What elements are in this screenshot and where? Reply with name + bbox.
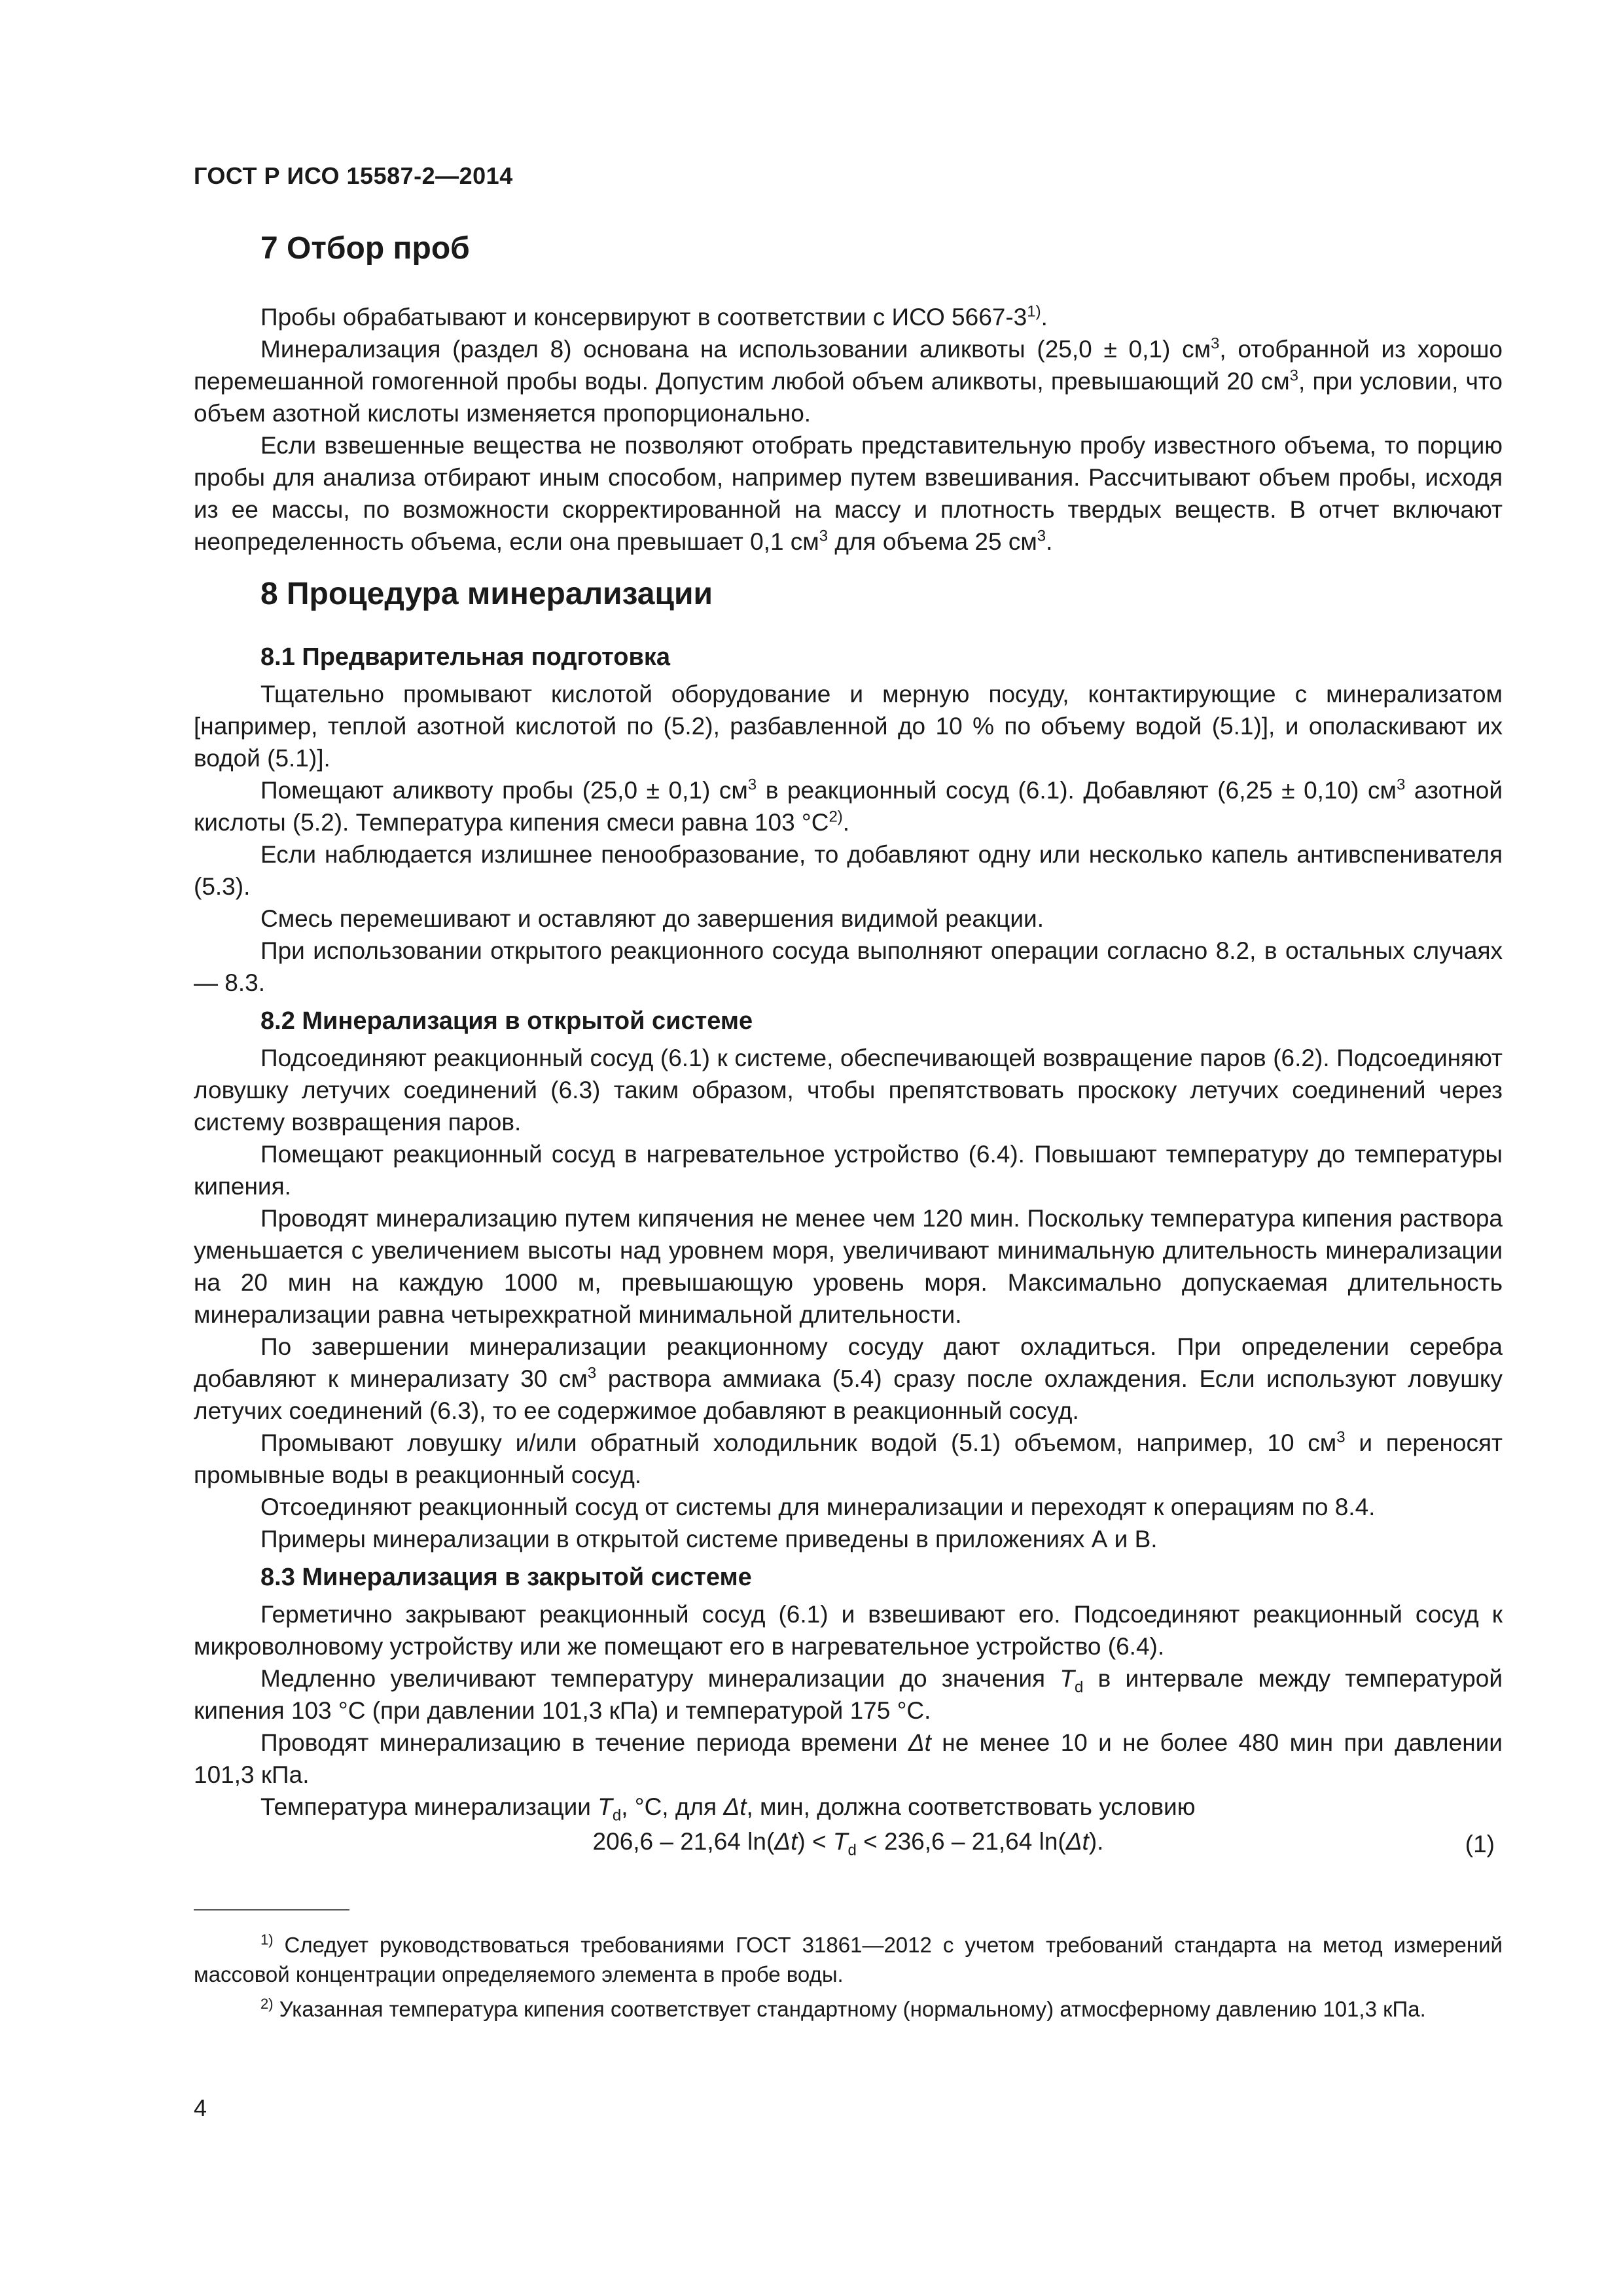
subsection-8-2-title: 8.2 Минерализация в открытой системе [260,1007,753,1035]
footnote-2: $^{2)}$ Указанная температура кипения соответствует стандартному (нормальному) атмосферному давлению 101,3 кПа. [260,1996,1426,2021]
footnote-1: $^{1)}$ Следует руководствоваться требованиями ГОСТ 31861—2012 с учетом требований стандарта на метод измерений массовой концентрации определяемого элемента в пробе воды. [194,1931,1503,1986]
subsection-8-1-paragraph-3: Если наблюдается излишнее пенообразование, то добавляют одну или несколько капель антивспенивателя (5.3). [194,841,1503,900]
subsection-8-1-title: 8.1 Предварительная подготовка [260,643,670,671]
subsection-8-2-paragraph-7: Примеры минерализации в открытой системе приведены в приложениях А и В. [260,1526,1158,1552]
subsection-8-1-paragraph-5: При использовании открытого реакционного сосуда выполняют операции согласно 8.2, в остальных случаях — 8.3. [194,937,1503,996]
footnote-divider [194,1909,349,1910]
footnote-ref-1[interactable]: 1) [1027,302,1041,321]
section-8-title: 8 Процедура минерализации [260,577,713,611]
subsection-8-1-paragraph-4: Смесь перемешивают и оставляют до завершения видимой реакции. [260,905,1044,932]
document-page [194,0,1503,2296]
document-body [194,229,1503,2029]
subsection-8-3-title: 8.3 Минерализация в закрытой системе [260,1564,752,1591]
footnote-ref-2[interactable]: 2) [829,808,843,826]
formula-expression: 206,6 – 21,64 $\ln(\Delta t) < T_d < 236,6 - 21,64$ ln(Δt). [592,1828,1104,1859]
subsection-8-2-paragraph-3: Проводят минерализацию путем кипячения не менее чем 120 мин. Поскольку температура кипения раствора уменьшается с увеличением высоты над уровнем моря, увеличивают минимальную длительность минерализации на 20 мин на каждую 1000 м, превышающую уровень моря. Максимально допускаемая длительность минерализации равна четырехкратной минимальной длительности. [194,1205,1503,1328]
subsection-8-3-paragraph-3: Проводят минерализацию в течение периода времени Δt не менее 10 и не более 480 мин при давлении 101,3 кПа. [194,1729,1503,1788]
subsection-8-2-paragraph-1: Подсоединяют реакционный сосуд (6.1) к системе, обеспечивающей возвращение паров (6.2). Подсоединяют ловушку летучих соединений (6.3) таким образом, чтобы препятствовать проскоку летучих соединений через систему возвращения паров. [194,1045,1503,1136]
page-number: 4 [194,2094,207,2121]
section-7-title: 7 Отбор проб [260,231,470,266]
formula-number: (1) [1465,1831,1495,1857]
subsection-8-3-paragraph-2: Медленно увеличивают температуру минерализации до значения $T_d$ в интервале между температурой кипения 103 °С (при давлении 101,3 кПа) и температурой 175 °С. [194,1665,1503,1724]
formula-1 [194,1825,1503,1861]
subsection-8-3-paragraph-4: Температура минерализации $T_d$, °С, для Δt, мин, должна соответствовать условию [260,1793,1196,1825]
section-7-paragraph-2: Минерализация (раздел 8) основана на использовании аликвоты (25,0 ± 0,1) $см^3$, отобранной из хорошо перемешанной гомогенной пробы воды. Допустим любой объем аликвоты, превышающий 20 $см^3$, при условии, что объем азотной кислоты изменяется пропорционально. [194,334,1503,427]
subsection-8-1-paragraph-1: Тщательно промывают кислотой оборудование и мерную посуду, контактирующие с минерализатом [например, теплой азотной кислотой по (5.2), разбавленной до 10 % по объему водой (5.1)], и ополаскивают их водой (5.1)]. [194,681,1503,772]
section-7-paragraph-1: Пробы обрабатывают и консервируют в соответствии с ИСО 5667-3$^{1)}$. [260,302,1048,331]
subsection-8-2-paragraph-5: Промывают ловушку и/или обратный холодильник водой (5.1) объемом, например, 10 $см^3$ и переносят промывные воды в реакционный сосуд. [194,1428,1503,1488]
subsection-8-2-paragraph-4: По завершении минерализации реакционному сосуду дают охладиться. При определении серебра добавляют к минерализату 30 $см^3$ раствора аммиака (5.4) сразу после охлаждения. Если используют ловушку летучих соединений (6.3), то ее содержимое добавляют в реакционный сосуд. [194,1333,1503,1424]
subsection-8-1-paragraph-2: Помещают аликвоту пробы (25,0 ± 0,1) $см^3$ в реакционный сосуд (6.1). Добавляют (6,25 ± 0,10) $см^3$ азотной кислоты (5.2). Температура кипения смеси равна 103 $^\circ С^{2)}$. [194,776,1503,836]
subsection-8-2-paragraph-6: Отсоединяют реакционный сосуд от системы для минерализации и переходят к операциям по 8.4. [260,1494,1376,1520]
document-header: ГОСТ Р ИСО 15587-2—2014 [194,162,513,189]
subsection-8-3-paragraph-1: Герметично закрывают реакционный сосуд (6.1) и взвешивают его. Подсоединяют реакционный сосуд к микроволновому устройству или же помещают его в нагревательное устройство (6.4). [194,1601,1503,1660]
subsection-8-2-paragraph-2: Помещают реакционный сосуд в нагревательное устройство (6.4). Повышают температуру до температуры кипения. [194,1141,1503,1200]
section-7-paragraph-3: Если взвешенные вещества не позволяют отобрать представительную пробу известного объема, то порцию пробы для анализа отбирают иным способом, например путем взвешивания. Рассчитывают объем пробы, исходя из ее массы, по возможности скорректированной на массу и плотность твердых веществ. В отчет включают неопределенность объема, если она превышает 0,1 $см^3$ для объема 25 $см^3$. [194,432,1503,555]
